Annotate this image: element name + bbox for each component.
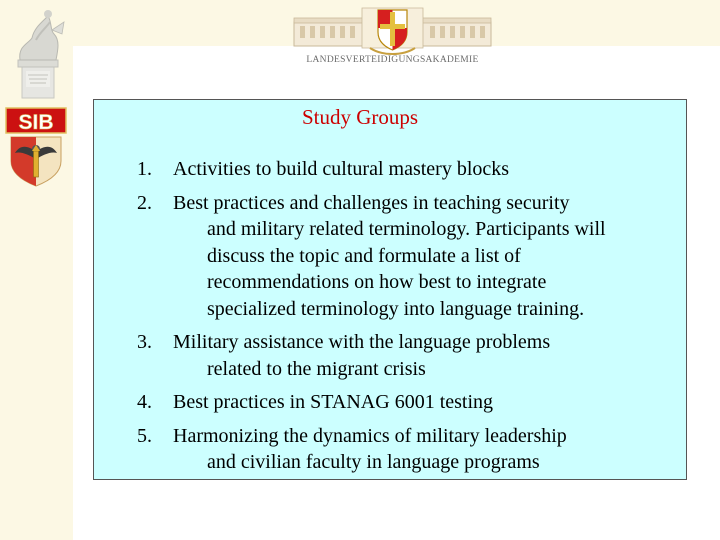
item-text-continued: related to the migrant crisis bbox=[207, 357, 426, 380]
list-item bbox=[137, 423, 687, 476]
item-text-continued: specialized terminology into language training. bbox=[207, 297, 585, 320]
list-item bbox=[137, 156, 687, 183]
item-number: 1. bbox=[137, 158, 152, 180]
monument-illustration bbox=[8, 4, 68, 100]
item-text-continued: and civilian faculty in language programs bbox=[207, 451, 540, 473]
item-text-continued: discuss the topic and formulate a list of bbox=[207, 244, 521, 267]
item-text: Military assistance with the language problems bbox=[173, 331, 551, 353]
item-text-continued: recommendations on how best to integrate bbox=[207, 271, 547, 293]
item-text-continued: and military related terminology. Participants will bbox=[207, 218, 606, 240]
item-text: Best practices in STANAG 6001 testing bbox=[173, 391, 494, 413]
item-text: Best practices and challenges in teaching security bbox=[173, 191, 570, 214]
item-number: 5. bbox=[137, 424, 152, 447]
sib-logo-text: SIB bbox=[18, 111, 54, 134]
item-text: Activities to build cultural mastery blocks bbox=[173, 158, 510, 180]
slide-title: Study Groups bbox=[301, 105, 419, 129]
list-item bbox=[137, 329, 687, 382]
item-number: 3. bbox=[137, 331, 152, 353]
list-item bbox=[137, 190, 687, 323]
item-number: 4. bbox=[137, 391, 152, 413]
study-groups-list bbox=[137, 156, 687, 483]
item-number: 2. bbox=[137, 191, 152, 214]
list-item bbox=[137, 389, 687, 416]
organization-name: LANDESVERTEIDIGUNGSAKADEMIE bbox=[306, 55, 479, 65]
item-text: Harmonizing the dynamics of military leadership bbox=[173, 424, 567, 447]
